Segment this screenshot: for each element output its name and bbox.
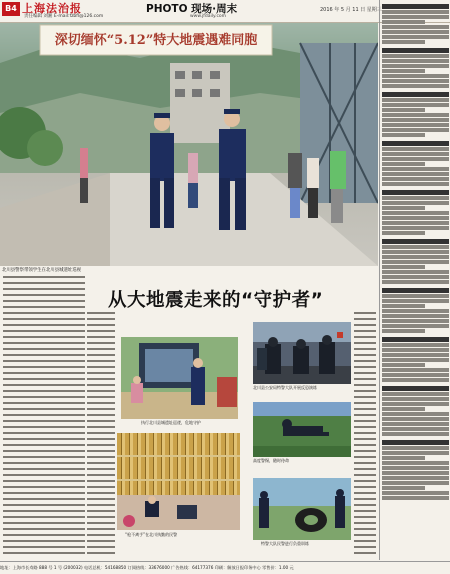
main-photo-caption: 北川县警察带领学生在北川县城遗址巡视	[2, 268, 82, 273]
page-footer: 地址：上海市长寿路 888 号 1 号 (200032) 电话总机：54168850 订阅热线：33676000 广告热线：64177376 印刷：解放日报印务中心 零售价：1.00 元	[0, 561, 450, 574]
caption-patrol-site: 执行北川县城遗址巡逻，危地守护	[141, 420, 201, 425]
photo-swat-drill	[253, 322, 351, 384]
issue-date: 2016 年 5 月 11 日 星期三	[320, 7, 382, 13]
newspaper-logo: 上海法治报	[22, 2, 82, 15]
photo-rifles	[117, 433, 240, 530]
caption-training-ground: 高度警惕，随时待命	[253, 458, 289, 463]
section-title: PHOTO 现场·周末	[146, 3, 238, 15]
main-photo	[0, 23, 378, 266]
photo-training-ground	[253, 402, 351, 457]
article-body-left	[3, 276, 85, 558]
caption-weight-training: 特警大队民警进行负重训练	[261, 541, 309, 546]
classified-listings-column	[379, 0, 450, 560]
photo-patrol-site	[121, 337, 238, 419]
caption-rifles: “枪不离手”在北川执勤的民警	[125, 532, 178, 537]
photo-weight-training	[253, 478, 351, 540]
website: www.jfdaily.com	[190, 14, 227, 19]
page-number-badge: B4	[2, 2, 20, 16]
editor-line: 责任编辑 刘湘 E-mail:fzbfl@126.com	[24, 14, 104, 19]
article-body-right	[354, 312, 376, 556]
article-headline: 从大地震走来的“守护者”	[108, 290, 324, 311]
caption-swat-drill: 北川县公安局特警大队开展反恐演练	[253, 385, 317, 390]
memorial-banner-text: 深切缅怀“5.12”特大地震遇难同胞	[54, 33, 258, 48]
article-body-middle	[87, 312, 115, 556]
main-photo-illustration	[0, 23, 378, 266]
